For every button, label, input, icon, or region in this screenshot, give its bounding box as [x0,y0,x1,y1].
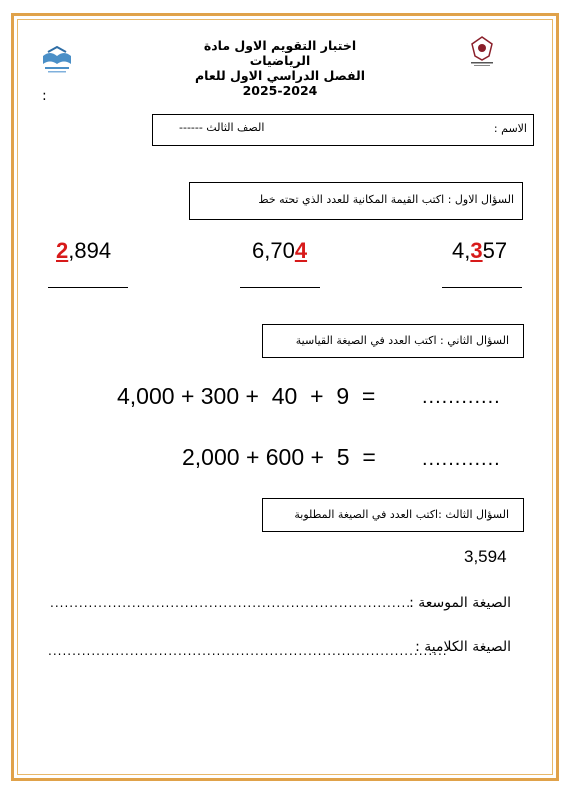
expanded-form-label: الصيغة الموسعة : [409,595,511,611]
book-logo-icon [40,44,74,74]
q2-answer-1[interactable]: ............ [422,386,501,408]
expanded-form-answer[interactable]: ........................................................................... [50,596,412,610]
q1-answer-line-2[interactable] [240,287,320,288]
word-form-label: الصيغة الكلامية : [415,639,511,655]
word-form-answer[interactable]: ................................................................................... [48,644,448,658]
q1-number-3-after: ,894 [68,238,112,263]
q1-answer-line-3[interactable] [48,287,128,288]
question3-prompt: السؤال الثالث :اكتب العدد في الصيغة المطلوبة [294,508,509,521]
question2-prompt: السؤال الثاني : اكتب العدد في الصيغة القياسية [295,334,509,347]
stray-mark: : [42,88,47,104]
q1-answer-line-1[interactable] [442,287,522,288]
exam-subtitle: الفصل الدراسي الاول للعام 2024-2025 [194,68,366,98]
q3-number: 3,594 [464,547,507,566]
q1-number-1-before: 4, [452,238,471,263]
q2-equation-1: 4,000 + 300 + 40 + 9 = [117,383,376,409]
name-label: الاسم : [493,122,527,135]
q1-number-2-underlined: 4 [294,238,308,263]
q1-number-3-underlined: 2 [56,238,69,263]
exam-title: اختبار التقويم الاول مادة الرياضيات [203,38,357,68]
question3-box [262,498,524,532]
emblem-logo-icon [465,34,499,68]
q1-number-1-underlined: 3 [470,238,483,263]
q2-equation-2: 2,000 + 600 + 5 = [182,444,376,470]
q1-number-2-before: 6,70 [252,238,295,263]
question2-box [262,324,524,358]
grade-label: الصف الثالث ------ [179,121,265,134]
question1-box [189,182,523,220]
q2-answer-2[interactable]: ............ [422,448,501,470]
student-info-box [152,114,534,146]
q1-number-3 [56,238,111,264]
q1-number-2 [252,238,307,264]
q1-number-1 [452,238,507,264]
question1-prompt: السؤال الاول : اكتب القيمة المكانية للعدد الذي تحته خط [258,193,514,206]
q1-number-1-after: 57 [482,238,508,263]
